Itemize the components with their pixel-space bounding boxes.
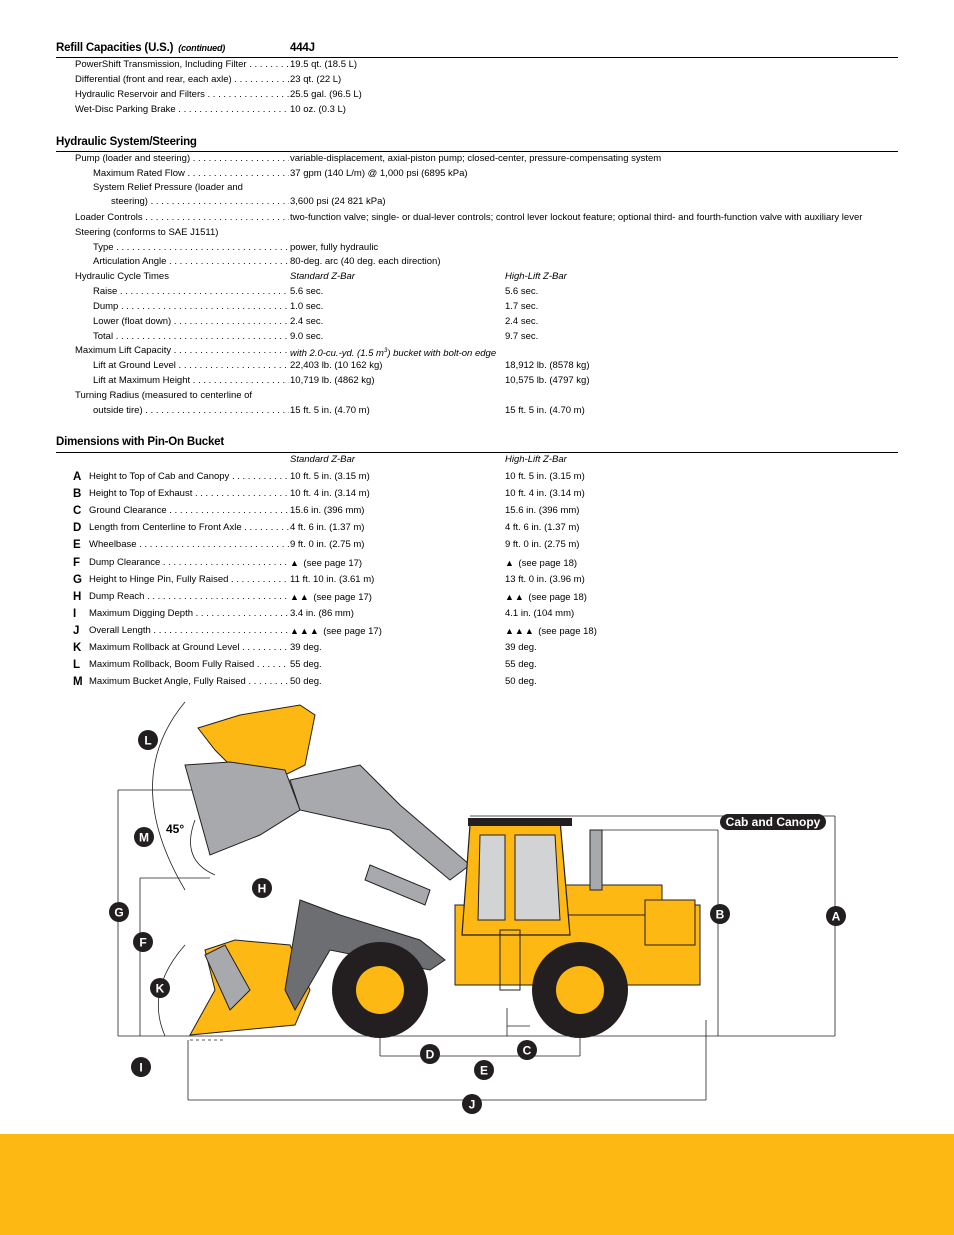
- spec-row: [0, 504, 954, 518]
- dimension-letter: F: [73, 556, 81, 569]
- marker-d: [420, 1044, 440, 1064]
- spec-value-high-lift: ▲▲ (see page 18): [505, 591, 587, 603]
- spec-row: [0, 330, 954, 344]
- spec-row: [0, 315, 954, 329]
- spec-row: [0, 641, 954, 655]
- spec-value-standard: 3.4 in. (86 mm): [290, 607, 354, 619]
- spec-value-standard: ▲▲▲ (see page 17): [290, 625, 382, 637]
- spec-row: [0, 675, 954, 689]
- spec-row: System Relief Pressure (loader and: [93, 182, 243, 193]
- spec-value-high-lift: 9.7 sec.: [505, 331, 539, 342]
- spec-value-standard: 15.6 in. (396 mm): [290, 505, 365, 517]
- spec-label: Hydraulic Reservoir and Filters . . .: [75, 88, 289, 102]
- spec-value-high-lift: 10 ft. 4 in. (3.14 m): [505, 488, 585, 500]
- marker-a: [826, 906, 846, 926]
- spec-row: [0, 359, 954, 373]
- refill-heading: Refill Capacities (U.S.) (continued): [56, 42, 226, 54]
- spec-label: Raise . . .: [93, 285, 289, 299]
- svg-text:B: B: [715, 907, 725, 922]
- marker-j: [462, 1094, 482, 1114]
- svg-text:C: C: [522, 1043, 532, 1058]
- spec-value-standard: 11 ft. 10 in. (3.61 m): [290, 573, 375, 585]
- section-rule: [56, 452, 898, 453]
- svg-text:G: G: [114, 905, 124, 920]
- spec-row: [0, 590, 954, 604]
- marker-k: [150, 978, 170, 998]
- spec-row: [0, 573, 954, 587]
- spec-row: [0, 285, 954, 299]
- spec-label: Differential (front and rear, each axle) . . .: [75, 73, 289, 87]
- spec-value-standard: ▲ (see page 17): [290, 557, 363, 569]
- dimension-letter: L: [73, 659, 81, 672]
- spec-value-high-lift: 4.1 in. (104 mm): [505, 607, 575, 619]
- spec-row: Maximum Lift Capacity . . . with 2.0-cu.-yd. (1.5 $m^3$) bucket with bolt-on edge: [0, 344, 954, 358]
- spec-label: Wheelbase . . .: [89, 538, 289, 552]
- spec-label: Ground Clearance . . .: [89, 504, 289, 518]
- dimension-letter: A: [73, 471, 82, 483]
- model-label: 444J: [290, 42, 315, 54]
- spec-label: Maximum Digging Depth . . .: [89, 607, 289, 621]
- dimension-letter: H: [73, 590, 82, 603]
- spec-value-standard: 23 qt. (22 L): [290, 74, 342, 85]
- marker-m: [134, 827, 154, 847]
- spec-label: Length from Centerline to Front Axle . . .: [89, 521, 289, 535]
- dimensions-heading: Dimensions with Pin-On Bucket: [56, 436, 224, 448]
- spec-row: steering) . . . 3,600 psi (24 821 kPa): [0, 195, 954, 209]
- spec-value-high-lift: 10 ft. 5 in. (3.15 m): [505, 471, 585, 482]
- spec-value-high-lift: 18,912 lb. (8578 kg): [505, 360, 590, 371]
- loader-dimension-diagram: [0, 690, 954, 1120]
- spec-row: [0, 58, 954, 72]
- spec-label: Overall Length . . .: [89, 624, 289, 638]
- marker-i: [131, 1057, 151, 1077]
- marker-c: [517, 1040, 537, 1060]
- spec-row: outside tire) . . . 15 ft. 5 in. (4.70 m) 15 ft. 5 in. (4.70 m): [0, 404, 954, 418]
- spec-value-standard: 10 ft. 4 in. (3.14 m): [290, 488, 370, 500]
- spec-value-standard: 10 ft. 5 in. (3.15 m): [290, 471, 370, 482]
- spec-value-high-lift: 15.6 in. (396 mm): [505, 505, 580, 517]
- dimension-letter: G: [73, 573, 82, 586]
- spec-row: Articulation Angle . . . 80-deg. arc (40 deg. each direction): [0, 255, 954, 269]
- hydraulic-heading: Hydraulic System/Steering: [56, 136, 197, 148]
- spec-row: Turning Radius (measured to centerline of: [75, 390, 253, 401]
- dimension-letter: I: [73, 607, 77, 620]
- spec-value-high-lift: 13 ft. 0 in. (3.96 m): [505, 573, 585, 585]
- svg-text:A: A: [831, 909, 841, 924]
- spec-value-standard: 4 ft. 6 in. (1.37 m): [290, 522, 365, 534]
- spec-value-high-lift: 2.4 sec.: [505, 316, 539, 327]
- spec-value-standard: 19.5 qt. (18.5 L): [290, 59, 358, 70]
- svg-text:F: F: [139, 935, 147, 950]
- spec-row: Loader Controls . . . two-function valve; single- or dual-lever controls; control lever lockout feature; optional third- and fourth-function valve with auxiliary lever: [0, 211, 954, 225]
- spec-label: Lower (float down) . . .: [93, 315, 289, 329]
- spec-value-high-lift: 10,575 lb. (4797 kg): [505, 375, 590, 386]
- spec-row: [0, 88, 954, 102]
- spec-row: [0, 73, 954, 87]
- spec-row: Steering (conforms to SAE J1511): [75, 227, 219, 238]
- spec-value-high-lift: ▲▲▲ (see page 18): [505, 625, 597, 637]
- svg-text:E: E: [479, 1063, 489, 1078]
- spec-value-standard: 1.0 sec.: [290, 301, 324, 312]
- spec-value-high-lift: 9 ft. 0 in. (2.75 m): [505, 539, 580, 551]
- svg-text:M: M: [139, 830, 149, 845]
- footer-band: [0, 1134, 954, 1235]
- dimension-letter: C: [73, 505, 82, 518]
- spec-label: Dump Clearance . . .: [89, 556, 289, 570]
- spec-value-standard: 9 ft. 0 in. (2.75 m): [290, 539, 365, 551]
- dimensions-col-headers: Standard Z-Bar High-Lift Z-Bar: [290, 454, 567, 465]
- spec-row: [0, 470, 954, 484]
- svg-text:K: K: [155, 981, 165, 996]
- spec-value-high-lift: 55 deg.: [505, 659, 537, 671]
- spec-value-standard: ▲▲ (see page 17): [290, 591, 372, 603]
- spec-label: Total . . .: [93, 330, 289, 344]
- marker-e: [474, 1060, 494, 1080]
- spec-value-standard: 55 deg.: [290, 659, 322, 671]
- spec-value-standard: 5.6 sec.: [290, 286, 324, 297]
- spec-value-standard: 22,403 lb. (10 162 kg): [290, 360, 383, 371]
- spec-value-high-lift: 39 deg.: [505, 642, 537, 653]
- dimension-letter: K: [73, 642, 82, 654]
- spec-value-standard: 2.4 sec.: [290, 316, 324, 327]
- spec-label: Maximum Bucket Angle, Fully Raised . . .: [89, 675, 289, 689]
- marker-l: [138, 730, 158, 750]
- svg-text:D: D: [425, 1047, 435, 1062]
- spec-value-standard: 9.0 sec.: [290, 331, 324, 342]
- spec-row: [0, 658, 954, 672]
- svg-text:H: H: [257, 881, 267, 896]
- spec-row: Maximum Rated Flow . . . 37 gpm (140 L/m) @ 1,000 psi (6895 kPa): [0, 167, 954, 181]
- spec-label: Height to Top of Exhaust . . .: [89, 487, 289, 501]
- spec-value-high-lift: 4 ft. 6 in. (1.37 m): [505, 522, 580, 534]
- spec-label: Dump Reach . . .: [89, 590, 289, 604]
- spec-row: Type . . . power, fully hydraulic: [0, 241, 954, 255]
- spec-row: [0, 300, 954, 314]
- svg-text:J: J: [468, 1097, 476, 1112]
- spec-label: Dump . . .: [93, 300, 289, 314]
- spec-row: [0, 374, 954, 388]
- spec-value-high-lift: 5.6 sec.: [505, 286, 539, 297]
- svg-text:I: I: [139, 1060, 143, 1075]
- angle-label: 45°: [166, 822, 185, 836]
- svg-text:Cab and Canopy: Cab and Canopy: [725, 815, 821, 829]
- marker-g: [109, 902, 129, 922]
- spec-value-high-lift: 1.7 sec.: [505, 301, 539, 312]
- spec-label: Maximum Rollback, Boom Fully Raised . . .: [89, 658, 289, 672]
- spec-value-standard: 10 oz. (0.3 L): [290, 104, 346, 115]
- spec-row: [0, 487, 954, 501]
- spec-row: [0, 103, 954, 117]
- spec-value-standard: 10,719 lb. (4862 kg): [290, 375, 375, 386]
- spec-label: Lift at Ground Level . . .: [93, 359, 289, 373]
- spec-label: Wet-Disc Parking Brake . . .: [75, 103, 289, 117]
- spec-label: Maximum Rollback at Ground Level . . .: [89, 641, 289, 655]
- dimension-letter: B: [73, 488, 82, 501]
- spec-label: Height to Top of Cab and Canopy . . .: [89, 470, 289, 484]
- dimension-letter: M: [73, 676, 83, 689]
- marker-b: [710, 904, 730, 924]
- spec-row: [0, 624, 954, 638]
- spec-label: Lift at Maximum Height . . .: [93, 374, 289, 388]
- dimension-letter: E: [73, 539, 81, 552]
- spec-row: [0, 607, 954, 621]
- svg-text:L: L: [144, 733, 152, 748]
- raised-bucket: [185, 705, 470, 905]
- dimension-letter: J: [73, 624, 80, 637]
- spec-value-high-lift: 50 deg.: [505, 676, 537, 688]
- spec-row: [0, 521, 954, 535]
- cab-canopy-label: [720, 814, 826, 830]
- spec-value-high-lift: ▲ (see page 18): [505, 557, 578, 569]
- marker-h: [252, 878, 272, 898]
- spec-row: [0, 556, 954, 570]
- spec-row: [0, 538, 954, 552]
- spec-value-standard: 50 deg.: [290, 676, 322, 688]
- marker-f: [133, 932, 153, 952]
- dimension-letter: D: [73, 522, 82, 535]
- refill-heading-note: (continued): [178, 43, 226, 53]
- spec-row: Pump (loader and steering) . . . variable-displacement, axial-piston pump; closed-center, pressure-compensating system: [0, 152, 954, 166]
- spec-label: Height to Hinge Pin, Fully Raised . . .: [89, 573, 289, 587]
- spec-value-standard: 39 deg.: [290, 642, 322, 653]
- spec-label: PowerShift Transmission, Including Filter . . .: [75, 58, 289, 72]
- spec-row: Hydraulic Cycle Times Standard Z-Bar High-Lift Z-Bar: [75, 271, 567, 282]
- spec-value-standard: 25.5 gal. (96.5 L): [290, 89, 362, 100]
